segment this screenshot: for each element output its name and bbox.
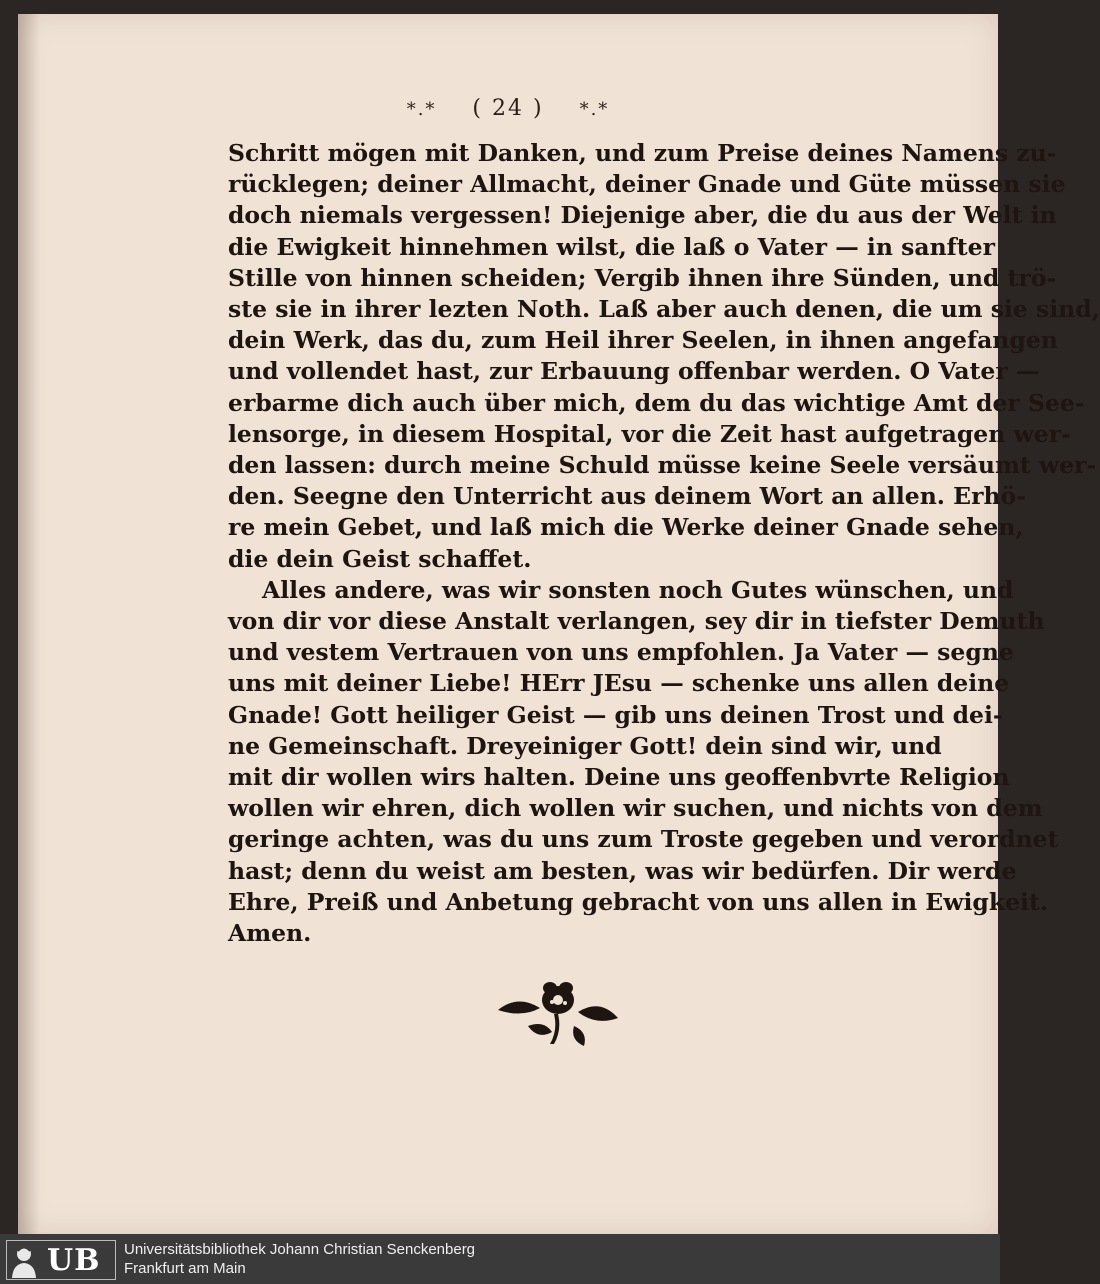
text-line: uns mit deiner Liebe! HErr JEsu — schenke uns allen deine xyxy=(228,669,1010,698)
library-city: Frankfurt am Main xyxy=(124,1260,246,1277)
text-line: die dein Geist schaffet. xyxy=(228,544,532,573)
text-line: Ehre, Preiß und Anbetung gebracht von uns allen in Ewigkeit. xyxy=(228,887,1049,916)
text-line: ste sie in ihrer lezten Noth. Laß aber auch denen, die um sie sind, xyxy=(228,295,1100,324)
library-logo[interactable] xyxy=(6,1240,116,1280)
page-gutter-shadow xyxy=(18,14,40,1234)
text-line: lensorge, in diesem Hospital, vor die Zeit hast aufgetragen wer- xyxy=(228,419,1071,448)
header-ornament-right: *.* xyxy=(579,99,610,120)
text-line: Gnade! Gott heiliger Geist — gib uns deinen Trost und dei- xyxy=(228,700,1003,729)
text-line: mit dir wollen wirs halten. Deine uns geoffenbvrte Religion xyxy=(228,763,1010,792)
text-line: und vestem Vertrauen von uns empfohlen. Ja Vater — segne xyxy=(228,638,1014,667)
library-name: Universitätsbibliothek Johann Christian Senckenberg xyxy=(124,1241,476,1258)
text-line: die Ewigkeit hinnehmen wilst, die laß o Vater — in sanfter xyxy=(228,232,995,261)
text-line: hast; denn du weist am besten, was wir bedürfen. Dir werde xyxy=(228,856,1017,885)
floral-vignette-icon xyxy=(488,974,628,1054)
text-line: Alles andere, was wir sonsten noch Gutes wünschen, und xyxy=(262,575,1014,604)
text-line: re mein Gebet, und laß mich die Werke deiner Gnade sehen, xyxy=(228,513,1024,542)
page-header xyxy=(18,96,998,121)
text-line: doch niemals vergessen! Diejenige aber, die du aus der Welt in xyxy=(228,201,1057,230)
text-line: wollen wir ehren, dich wollen wir suchen, und nichts von dem xyxy=(228,794,1043,823)
document-page xyxy=(18,14,1100,1234)
header-ornament-left: *.* xyxy=(406,99,437,120)
text-line: den. Seegne den Unterricht aus deinem Wort an allen. Erhö- xyxy=(228,482,1026,511)
library-footer xyxy=(0,1234,1000,1284)
text-line: und vollendet hast, zur Erbauung offenbar werden. O Vater — xyxy=(228,357,1040,386)
text-line: Schritt mögen mit Danken, und zum Preise deines Namens zu- xyxy=(228,139,1057,167)
text-line: ne Gemeinschaft. Dreyeiniger Gott! dein sind wir, und xyxy=(228,731,942,760)
text-line: dein Werk, das du, zum Heil ihrer Seelen, in ihnen angefangen xyxy=(228,326,1058,355)
text-line: von dir vor diese Anstalt verlangen, sey dir in tiefster Demuth xyxy=(228,607,1045,636)
logo-text: UB xyxy=(47,1242,101,1278)
text-line: erbarme dich auch über mich, dem du das wichtige Amt der See- xyxy=(228,388,1085,417)
text-line: den lassen: durch meine Schuld müsse keine Seele versäumt wer- xyxy=(228,451,1097,480)
page-number: ( 24 ) xyxy=(472,96,544,121)
footer-text xyxy=(124,1240,475,1278)
bust-portrait-icon xyxy=(7,1242,41,1278)
text-line: Stille von hinnen scheiden; Vergib ihnen ihre Sünden, und trö- xyxy=(228,263,1057,292)
body-text xyxy=(228,138,1100,949)
text-line: Amen. xyxy=(228,919,312,948)
text-line: rücklegen; deiner Allmacht, deiner Gnade und Güte müssen sie xyxy=(228,170,1066,199)
text-line: geringe achten, was du uns zum Troste gegeben und verordnet xyxy=(228,825,1059,854)
